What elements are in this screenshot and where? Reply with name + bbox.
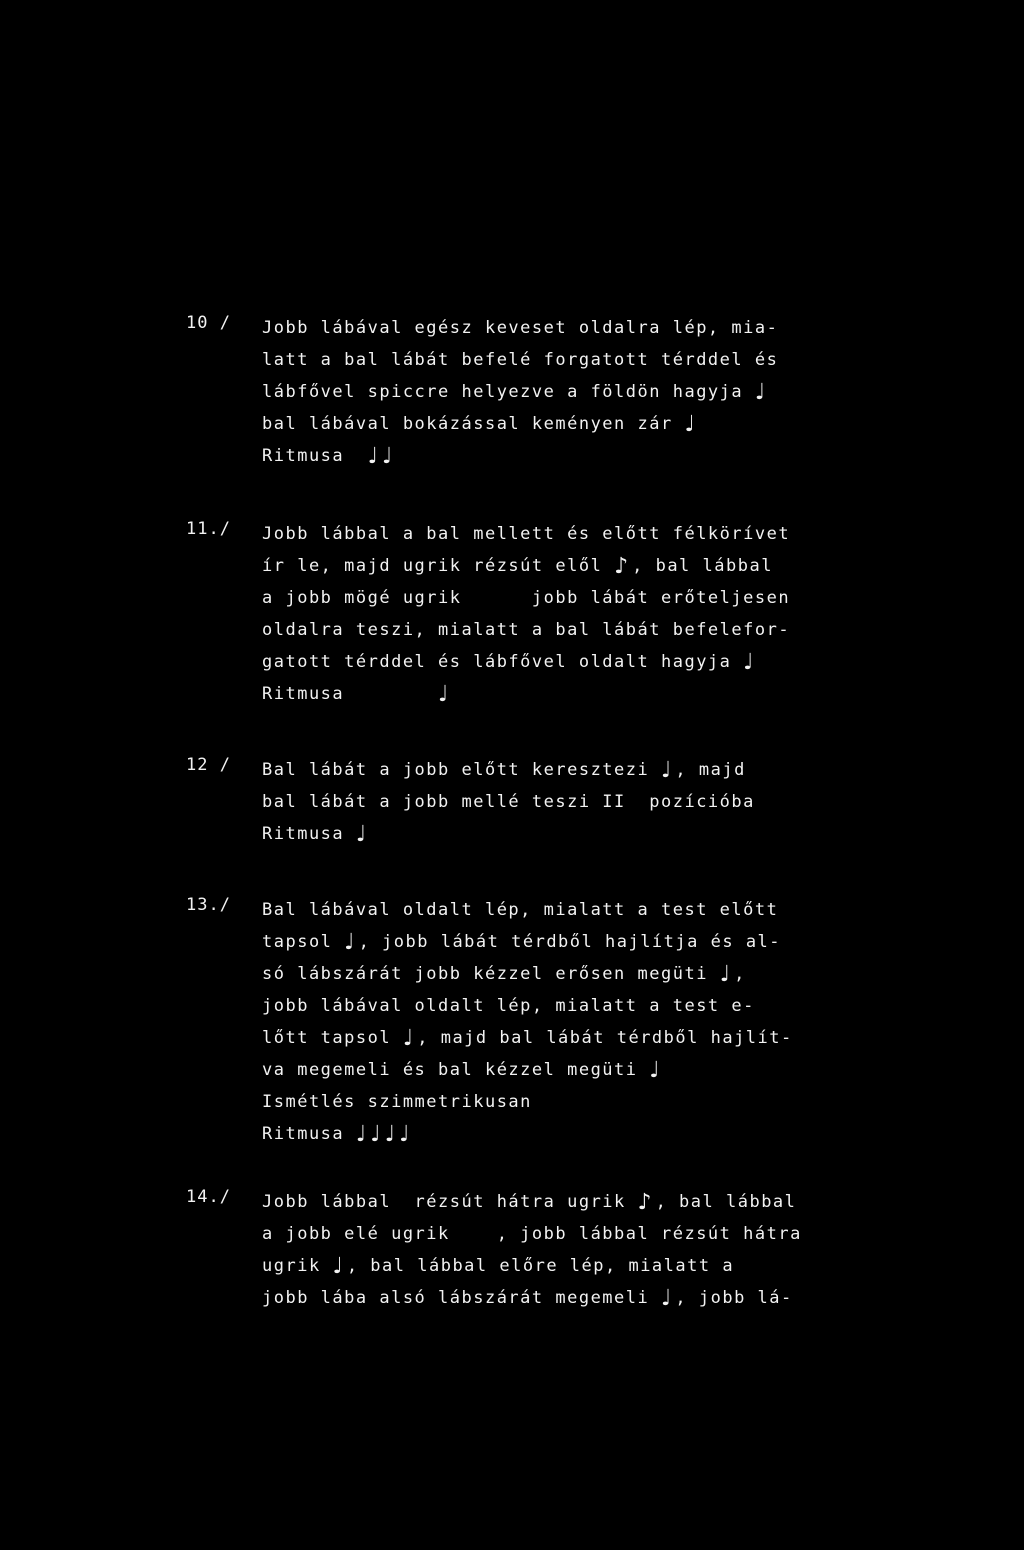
rhythm-line: Ritmusa ♩♩♩♩ [262,1122,414,1147]
quarter-note-icon: ♩ [367,444,383,469]
text-line: bal lábával bokázással keményen zár ♩ [262,412,699,437]
section-number: 11./ [186,519,231,539]
quarter-note-icon: ♩ [684,412,699,437]
text-line: gatott térddel és lábfővel oldalt hagyja ♩ [262,650,758,675]
section-text [262,1186,882,1314]
quarter-note-icon: ♩ [402,1026,418,1051]
text-line: Jobb lábával egész keveset oldalra lép, mia- [262,318,779,338]
eighth-note-icon: ♪ [614,554,633,579]
section-text [262,754,882,850]
section-number: 14./ [186,1187,231,1207]
section-number: 10 / [186,313,231,333]
section-text [262,312,882,472]
quarter-note-icon: ♩ [355,1122,371,1147]
text-line: Bal lábát a jobb előtt keresztezi ♩, majd [262,758,746,783]
text-line: lőtt tapsol ♩, majd bal lábát térdből hajlít- [262,1026,793,1051]
text-line: só lábszárát jobb kézzel erősen megüti ♩, [262,962,746,987]
quarter-note-icon: ♩ [743,650,758,675]
quarter-note-icon: ♩ [719,962,735,987]
text-line: jobb lába alsó lábszárát megemeli ♩, jobb lá- [262,1286,793,1311]
text-line: tapsol ♩, jobb lábát térdből hajlítja és al- [262,930,782,955]
quarter-note-icon: ♩ [370,1122,385,1147]
rhythm-line: Ritmusa ♩♩ [262,444,397,469]
text-line: latt a bal lábát befelé forgatott térddel és [262,350,779,370]
quarter-note-icon: ♩ [661,1286,676,1311]
rhythm-line: Ritmusa ♩ [262,682,453,707]
quarter-note-icon: ♩ [754,380,770,405]
quarter-note-icon: ♩ [332,1254,347,1279]
text-line: ugrik ♩, bal lábbal előre lép, mialatt a [262,1254,735,1279]
text-line: lábfővel spiccre helyezve a földön hagyja ♩ [262,380,770,405]
text-line: Ismétlés szimmetrikusan [262,1092,532,1112]
section-number: 13./ [186,895,231,915]
text-line: oldalra teszi, mialatt a bal lábát befelefor- [262,620,791,640]
quarter-note-icon: ♩ [649,1058,664,1083]
quarter-note-icon: ♩ [384,1122,400,1147]
text-line: a jobb elé ugrik , jobb lábbal rézsút hátra [262,1224,802,1244]
text-line: Bal lábával oldalt lép, mialatt a test előtt [262,900,779,920]
quarter-note-icon: ♩ [355,822,371,847]
quarter-note-icon: ♩ [661,758,676,783]
text-line: Jobb lábbal a bal mellett és előtt félkörívet [262,524,791,544]
section-text [262,518,882,710]
text-line: va megemeli és bal kézzel megüti ♩ [262,1058,664,1083]
rhythm-line: Ritmusa ♩ [262,822,371,847]
quarter-note-icon: ♩ [438,682,453,707]
text-line: bal lábát a jobb mellé teszi II pozícióba [262,792,755,812]
section-text [262,894,882,1150]
text-line: jobb lábával oldalt lép, mialatt a test e- [262,996,755,1016]
text-line: a jobb mögé ugrik jobb lábát erőteljesen [262,588,791,608]
text-line: Jobb lábbal rézsút hátra ugrik ♪, bal lábbal [262,1190,797,1215]
quarter-note-icon: ♩ [382,444,397,469]
quarter-note-icon: ♩ [399,1122,414,1147]
quarter-note-icon: ♩ [344,930,359,955]
eighth-note-icon: ♪ [637,1190,656,1215]
text-line: ír le, majd ugrik rézsút elől ♪, bal lábbal [262,554,773,579]
section-number: 12 / [186,755,231,775]
